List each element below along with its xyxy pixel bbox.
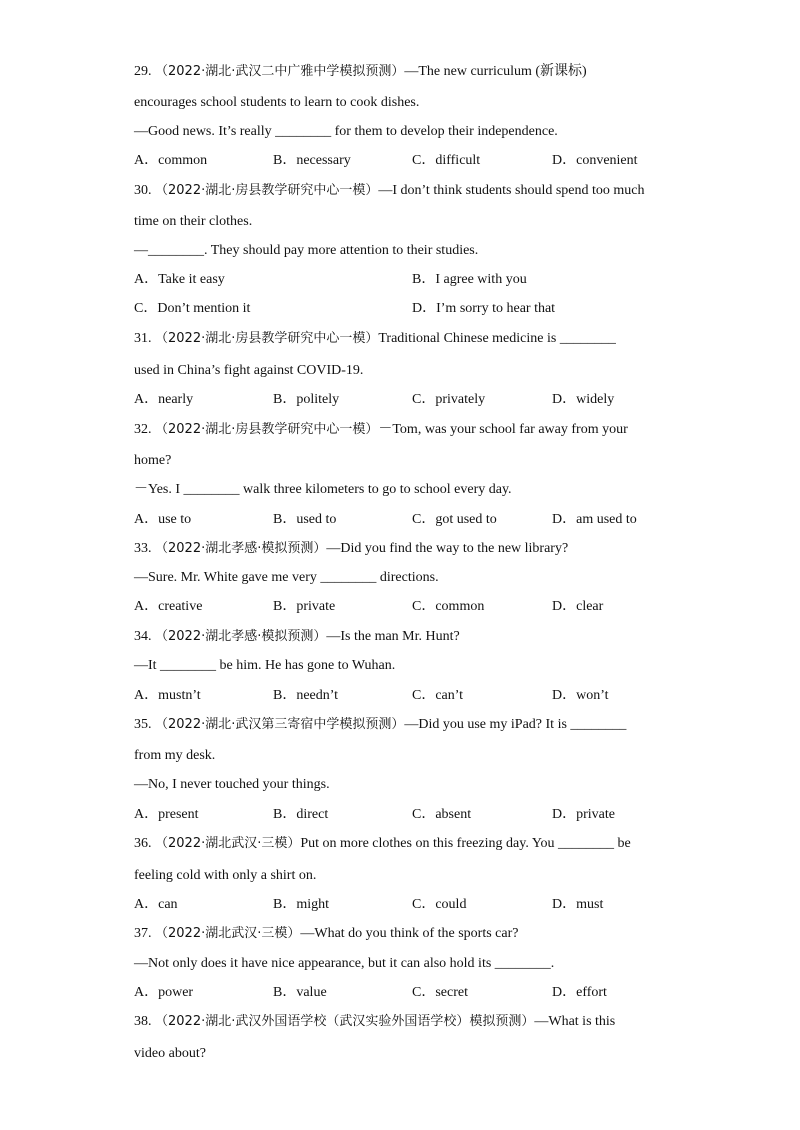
- option-d: D．am used to: [552, 512, 637, 527]
- option-d: D．widely: [552, 392, 615, 407]
- question-text: —It ________ be him. He has gone to Wuhan.: [134, 658, 396, 673]
- question-text: —What is this: [534, 1014, 616, 1029]
- option-a: A．present: [134, 807, 199, 822]
- question-text: —What do you think of the sports car?: [300, 926, 519, 941]
- question-number: 38.: [134, 1014, 152, 1029]
- option-c: C．could: [412, 897, 467, 912]
- option-d: D．private: [552, 807, 615, 822]
- question-text: —Did you find the way to the new library?: [326, 541, 569, 556]
- question-35-stem: [134, 716, 694, 734]
- question-source: （2022·湖北·武汉二中广雅中学模拟预测）: [155, 64, 405, 79]
- option-b: B．value: [273, 985, 327, 1000]
- question-text: —Sure. Mr. White gave me very ________ directions.: [134, 570, 439, 585]
- question-number: 37.: [134, 926, 152, 941]
- option-a: A．Take it easy: [134, 272, 225, 287]
- option-c: C．common: [412, 599, 485, 614]
- question-number: 35.: [134, 717, 152, 732]
- question-37-stem: [134, 925, 694, 943]
- question-source: （2022·湖北·武汉第三寄宿中学模拟预测）: [155, 717, 405, 732]
- option-a: A．common: [134, 153, 208, 168]
- option-c: C．secret: [412, 985, 468, 1000]
- option-c: C．can’t: [412, 688, 464, 703]
- option-b: B．direct: [273, 807, 329, 822]
- option-d: D．won’t: [552, 688, 609, 703]
- option-a: A．can: [134, 897, 178, 912]
- question-source: （2022·湖北武汉·三模）: [155, 926, 301, 941]
- question-number: 30.: [134, 183, 152, 198]
- option-b: B．politely: [273, 392, 340, 407]
- option-b: B．might: [273, 897, 330, 912]
- option-a: A．nearly: [134, 392, 194, 407]
- question-text: Traditional Chinese medicine is ________: [378, 331, 616, 346]
- question-38-stem: [134, 1013, 694, 1031]
- question-text: Put on more clothes on this freezing day. You ________ be: [300, 836, 631, 851]
- question-source: （2022·湖北·房县教学研究中心一模）: [155, 422, 379, 437]
- option-c: C．got used to: [412, 512, 497, 527]
- option-c: C．privately: [412, 392, 486, 407]
- question-number: 33.: [134, 541, 152, 556]
- question-text: －Yes. I ________ walk three kilometers to go to school every day.: [134, 482, 512, 497]
- option-b: B．private: [273, 599, 336, 614]
- question-36-stem: [134, 835, 694, 853]
- option-b: B．I agree with you: [412, 272, 527, 287]
- question-32-stem: [134, 421, 694, 439]
- question-number: 36.: [134, 836, 152, 851]
- option-b: B．needn’t: [273, 688, 339, 703]
- question-number: 34.: [134, 629, 152, 644]
- option-c: C．Don’t mention it: [134, 301, 251, 316]
- question-31-stem: [134, 330, 694, 348]
- question-text: —I don’t think students should spend too much: [378, 183, 645, 198]
- option-d: D．convenient: [552, 153, 638, 168]
- question-source: （2022·湖北·房县教学研究中心一模）: [155, 183, 379, 198]
- question-text: video about?: [134, 1046, 206, 1061]
- question-source: （2022·湖北·房县教学研究中心一模）: [155, 331, 379, 346]
- question-text: —The new curriculum (新课标): [404, 64, 587, 79]
- question-text: —Did you use my iPad? It is ________: [404, 717, 627, 732]
- question-text: —Not only does it have nice appearance, but it can also hold its ________.: [134, 956, 555, 971]
- question-text: —Is the man Mr. Hunt?: [326, 629, 460, 644]
- option-b: B．used to: [273, 512, 337, 527]
- question-text: －Tom, was your school far away from your: [378, 422, 628, 437]
- option-d: D．must: [552, 897, 604, 912]
- question-text: feeling cold with only a shirt on.: [134, 868, 317, 883]
- option-d: D．clear: [552, 599, 604, 614]
- option-a: A．mustn’t: [134, 688, 201, 703]
- option-c: C．difficult: [412, 153, 481, 168]
- question-text: from my desk.: [134, 748, 216, 763]
- option-d: D．effort: [552, 985, 607, 1000]
- question-text: time on their clothes.: [134, 214, 253, 229]
- option-d: D．I’m sorry to hear that: [412, 301, 556, 316]
- question-text: encourages school students to learn to cook dishes.: [134, 95, 420, 110]
- question-text: home?: [134, 453, 172, 468]
- question-source: （2022·湖北孝感·模拟预测）: [155, 541, 327, 556]
- question-text: —Good news. It’s really ________ for them to develop their independence.: [134, 124, 558, 139]
- question-34-stem: [134, 628, 694, 646]
- question-source: （2022·湖北·武汉外国语学校（武汉实验外国语学校）模拟预测）: [155, 1014, 535, 1029]
- option-a: A．use to: [134, 512, 192, 527]
- question-text: —________. They should pay more attention to their studies.: [134, 243, 479, 258]
- question-33-stem: [134, 540, 694, 558]
- option-b: B．necessary: [273, 153, 351, 168]
- question-source: （2022·湖北武汉·三模）: [155, 836, 301, 851]
- question-text: —No, I never touched your things.: [134, 777, 330, 792]
- option-c: C．absent: [412, 807, 472, 822]
- option-a: A．creative: [134, 599, 203, 614]
- question-29-stem: [134, 63, 694, 81]
- option-a: A．power: [134, 985, 194, 1000]
- question-30-stem: [134, 182, 694, 200]
- question-source: （2022·湖北孝感·模拟预测）: [155, 629, 327, 644]
- question-number: 31.: [134, 331, 152, 346]
- question-number: 29.: [134, 64, 152, 79]
- question-text: used in China’s fight against COVID-19.: [134, 363, 364, 378]
- question-number: 32.: [134, 422, 152, 437]
